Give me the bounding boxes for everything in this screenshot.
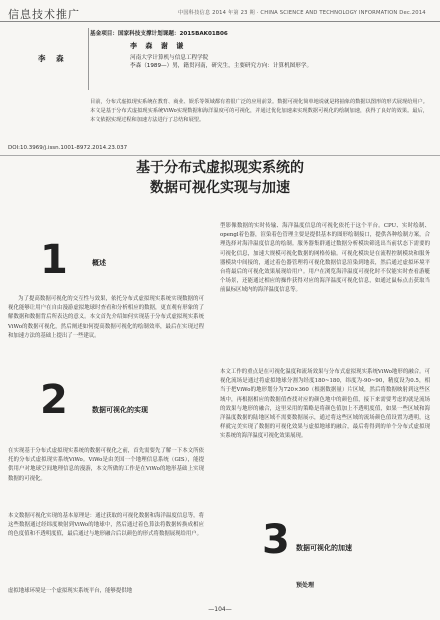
fund-line: 基金项目：国家科技支撑计划课题：2015BAK01B06 — [90, 31, 228, 37]
section-1-heading: 概述 — [92, 259, 106, 267]
body-left-p1 — [8, 295, 204, 341]
body-left-p2-text: 在实现基于分布式虚拟现实系统的数据可视化之前，首先需要先了解一下本文所依托的分布式虚拟现实系统ViWo。ViWo是由美国一个地理信息系统（GIS），能提供用户对地球空间地理信息的漫游，本文所做的工作是在ViWo的地形基础上实现数据的可视化。 — [8, 448, 204, 482]
section-tag: 信息技术推广 — [8, 8, 80, 21]
body-left-p3-text: 本文数据可视化实现的基本原理是：通过获取的可视化数据和海洋温度信息等，将这些数据通过经纬度映射到ViWo的地球中，然后通过着色算法将数据转换成相应的色度值和不透明度值，最后通过与地形融合后以颜色的形式将数据展现给用户。 — [8, 513, 204, 538]
left-author: 李 森 — [38, 54, 68, 63]
doi: DOI:10.3969/j.issn.1001-8972.2014.23.037 — [8, 145, 128, 151]
page-number: —104— — [208, 606, 232, 613]
section-1-number: 1 — [40, 237, 68, 283]
body-left-p3 — [8, 512, 204, 540]
title-line-2: 数据可视化实现与加速 — [150, 180, 290, 196]
top-rule — [0, 21, 440, 22]
mid-rule — [0, 155, 440, 156]
body-left-p2 — [8, 447, 204, 484]
body-left-p4 — [8, 587, 204, 596]
section-2-number: 2 — [40, 377, 68, 423]
section-2-heading: 数据可视化的实现 — [92, 406, 148, 414]
body-left-p4-text: 虚拟地球环境是一个虚拟现实系统平台，能够提供地 — [8, 588, 132, 594]
authors: 李 森 谢 谦 — [130, 42, 187, 50]
title-line-1: 基于分布式虚拟现实系统的 — [136, 160, 304, 176]
body-right-p2 — [220, 368, 430, 442]
vertical-divider — [88, 28, 89, 90]
running-head: 中国科技信息 2014 年第 23 期 · CHINA SCIENCE AND TECHNOLOGY INFORMATION Dec.2014 — [178, 10, 426, 16]
page-title — [90, 158, 350, 198]
affiliation: 河南大学计算机与信息工程学院 — [130, 55, 209, 61]
body-right-p1 — [220, 222, 430, 296]
body-right-p2-text: 本文工作的重点是在可视化温度和流场效果与分布式虚拟现实系统ViWo地形的融合。可视化流场是通过将虚拟地球分割为经度180~180，纬度为-90~90，精度设为0.5，相当于把ViWo的地形划分为720×360（根据数据量）片区域，然后将数据映射到这些区域中，再根据相应的数据值查找对应的颜色地中的颜色值，接下来需要考虑的就是流场的效果与地形的融合，这里采用的策略是将颜色值加上不透明度值，如果一些区域和海洋温度数据的陆地区域不需要数据展示，通过将这些区域的流场颜色值设置为透明，这样就完美实现了数据的可视化效果与虚拟地球的融合，最后将得到的单个分布式虚拟现实系统的海洋温度可视化效果展现。 — [220, 369, 430, 440]
section-3-number: 3 — [262, 517, 290, 563]
body-left-p1-text: 为了提高数据可视化的交互性与效果，依托分布式虚拟现实系统实现数据的可视化能够让用户在自由漫游虚拟地球时查看和分析相应的数据，更直观有形象的了解数据和数据背后所表达的意义。本文首先介绍如何实现基于分布式虚拟现实系统ViWo的数据可视化，然后阐述如何提高数据可视化的绘制效率，最后在实现过程和加速方法的基础上提出了一些建议。 — [8, 296, 204, 339]
subsection-heading: 预处理 — [296, 582, 315, 589]
author-bio: 李森（1989—）男，籍贯河南，研究生，主要研究方向：计算机图形学。 — [130, 63, 313, 69]
body-right-p1-text: 型影像数据的实时传输、海洋温度信息的可视化依托于这个平台。CPU、实时绘制、opengl着色器，渲染着色管理主要是提供基本的图形绘制接口，提供各种绘制方案，合理选择对海洋温度信息的绘制。服务器集群通过数据分析模块筛选出当前状态下需要的可视化信息，加速大规模可视化数据的网格传输。可视化模块是在流程控制模块和服务器模块中间接的，通过着色器管理将可视化数据信息渲染到地表，然后通过虚拟环境平台将最后的可视化效果展现给用户。用户在浏览海洋温度可视化时不仅能实时查看游艇个场景，还能通过相应的操作获得对应的海洋温度可视化信息，如通过鼠标点击获取当前鼠标区域内的海洋温度信息等。 — [220, 223, 430, 294]
abstract: 目前，分布式虚拟现实系统在教育、商业、娱乐等领域都有着很广泛的应用前景。数据可视化简单地说就是将抽象的数据以图形的形式展现给用户。本文是基于分布式虚拟现实系统ViWo实现数据和海洋温度可的可视化，并通过优化加速来实现数据可视化的绘制加速，获得了良好的效果。最后，本文依据实现过程和加速方法进行了总结和展望。 — [90, 99, 428, 123]
section-3-heading: 数据可视化的加速 — [296, 544, 352, 552]
front-matter — [90, 30, 428, 70]
